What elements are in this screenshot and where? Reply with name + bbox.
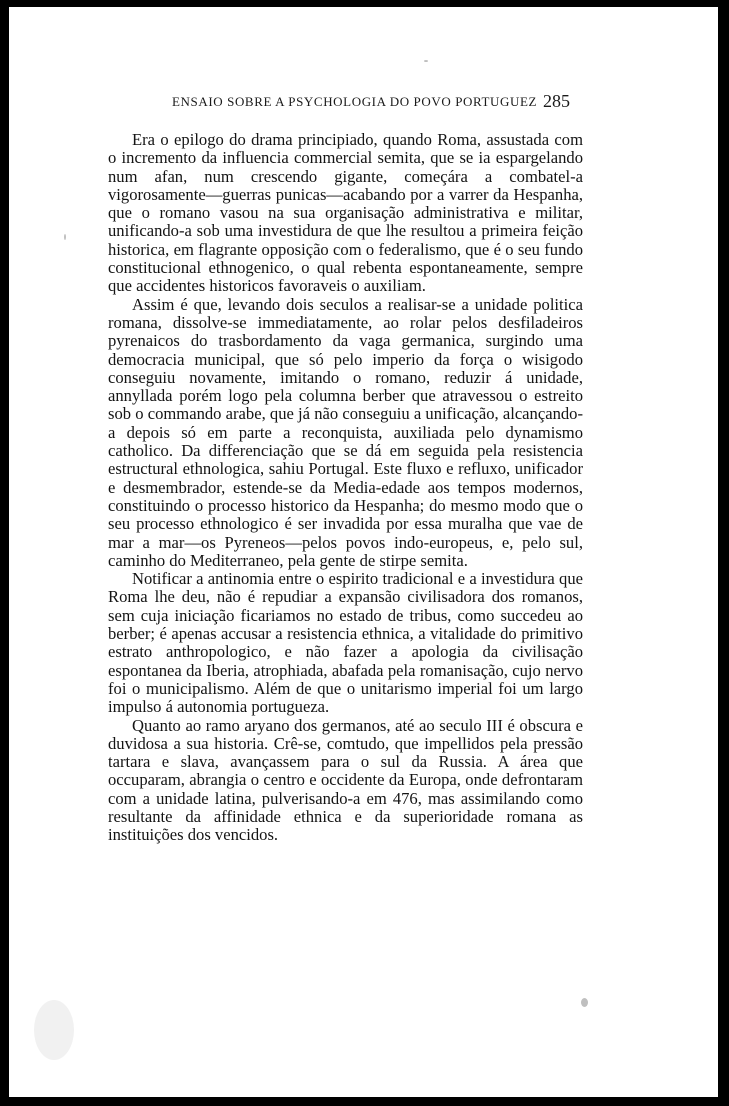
- running-title: ENSAIO SOBRE A PSYCHOLOGIA DO POVO PORTUGUEZ: [172, 94, 538, 109]
- body-text: [108, 131, 583, 845]
- scan-speck: [34, 1000, 74, 1060]
- scan-speck: [424, 60, 428, 62]
- paragraph: Era o epilogo do drama principiado, quando Roma, assustada com o incremento da influencia commercial semita, que se ia espargelando num afan, num crescendo gigante, começára a combatel-a vigorosamente—guerras punicas—acabando por a varrer da Hespanha, que o romano vasou na sua organisação administrativa e militar, unificando-a sob uma investidura de que lhe resultou a primeira feição historica, em flagrante opposição com o federalismo, que é o seu fundo constitucional ethnogenico, o qual rebenta espontaneamente, sempre que accidentes historicos favoraveis o auxiliam.: [108, 130, 583, 296]
- scan-speck: [581, 998, 588, 1007]
- page-number: 285: [543, 91, 570, 111]
- paragraph: Notificar a antinomia entre o espirito tradicional e a investidura que Roma lhe deu, não é repudiar a expansão civilisadora dos romanos, sem cuja iniciação ficariamos no estado de tribus, como succedeu ao berber; é apenas accusar a resistencia ethnica, a vitalidade do primitivo estrato anthropologico, e não fazer a apologia da civilisação espontanea da Iberia, atrophiada, abafada pela romanisação, cujo nervo foi o municipalismo. Além de que o unitarismo imperial foi um largo impulso á autonomia portugueza.: [108, 569, 583, 717]
- paragraph: Quanto ao ramo aryano dos germanos, até ao seculo III é obscura e duvidosa a sua historia. Crê-se, comtudo, que impellidos pela pressão tartara e slava, avançassem para o sul da Russia. A área que occuparam, abrangia o centro e occidente da Europa, onde defrontaram com a unidade latina, pulverisando-a em 476, mas assimilando como resultante da affinidade ethnica e da superioridade romana as instituições dos vencidos.: [108, 715, 583, 845]
- scan-speck: [64, 234, 66, 240]
- paragraph: Assim é que, levando dois seculos a realisar-se a unidade politica romana, dissolve-se immediatamente, ao rolar pelos desfiladeiros pyrenaicos do trasbordamento da vaga germanica, surgindo uma democracia municipal, que só pelo imperio da força o wisigodo conseguiu novamente, imitando o romano, reduzir á unidade, annyllada porém logo pela columna berber que atravessou o estreito sob o commando arabe, que já não conseguiu a unificação, alcançando-a depois só em parte a reconquista, auxiliada pelo dynamismo catholico. Da differenciação que se dá em seguida pela resistencia estructural ethnologica, sahiu Portugal. Este fluxo e refluxo, unificador e desmembrador, estende-se da Media-edade aos tempos modernos, constituindo o processo historico da Hespanha; do mesmo modo que o seu processo ethnologico é ser invadida por essa muralha que vae de mar a mar—os Pyreneos—pelos povos indo-europeus, e, pelo sul, caminho do Mediterraneo, pela gente de stirpe semita.: [108, 294, 583, 570]
